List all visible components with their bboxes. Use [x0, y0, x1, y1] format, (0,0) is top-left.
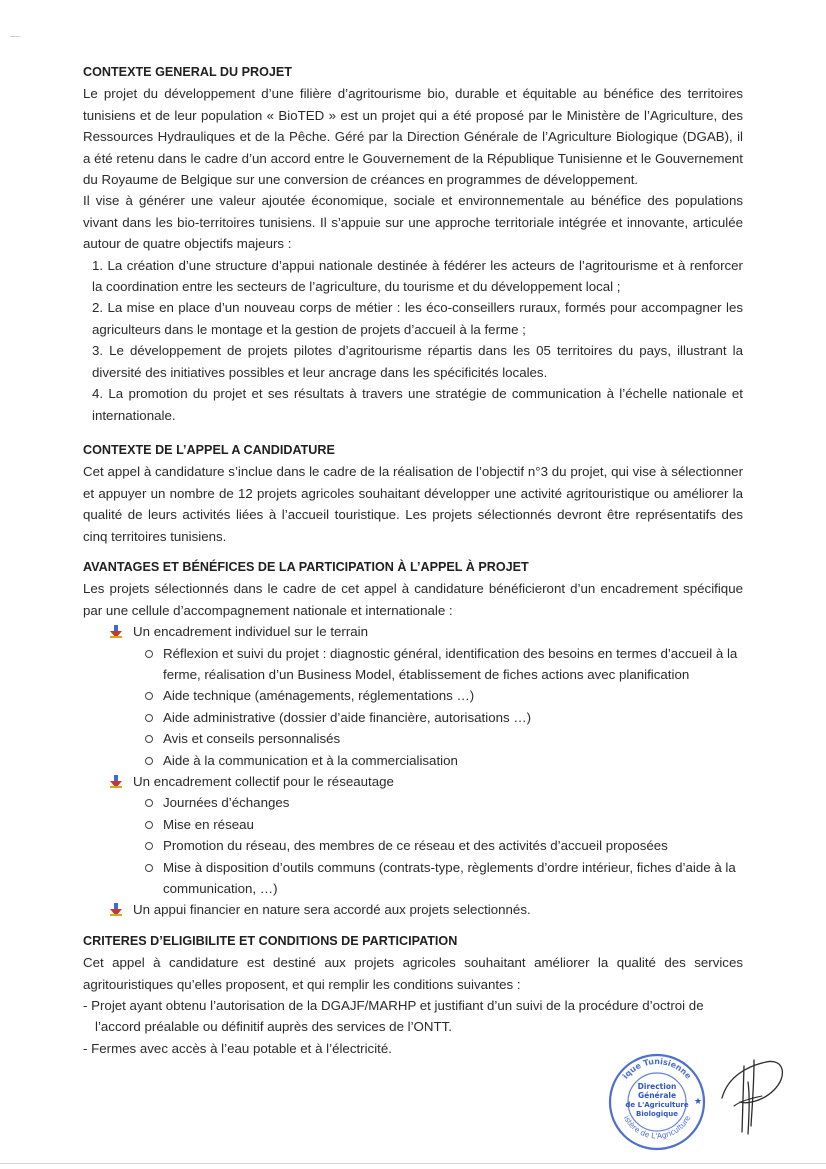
eligibility-condition: - Projet ayant obtenu l’autorisation de la DGAJF/MARHP et justifiant d’un suivi de la procédure d’octroi de l’accord préalable ou définitif auprès des services de l’ONTT. — [83, 998, 704, 1035]
hollow-circle-icon — [145, 692, 153, 700]
sub-item-text: Réflexion et suivi du projet : diagnostic général, identification des besoins en termes d’accueil à la ferme, réalisation d’un Business Model, établissement de fiches actions avec planification — [163, 645, 738, 682]
sub-item — [145, 685, 743, 706]
arrow-down-bullet-icon — [110, 903, 122, 916]
stamp-line: Générale — [637, 1091, 677, 1100]
benefit-individual — [107, 621, 743, 771]
page-bottom-divider — [0, 1163, 826, 1164]
sub-item — [145, 707, 743, 728]
sub-item-text: Promotion du réseau, des membres de ce réseau et des activités d’accueil proposées — [163, 838, 668, 854]
sub-item — [145, 643, 743, 686]
hollow-circle-icon — [145, 799, 153, 807]
sub-item — [145, 814, 743, 835]
sub-item-text: Aide technique (aménagements, réglementations …) — [163, 688, 475, 704]
hollow-circle-icon — [145, 864, 153, 872]
collective-sublist — [133, 792, 743, 899]
scan-mark — [10, 36, 20, 37]
sub-item-text: Aide à la communication et à la commercialisation — [163, 752, 458, 768]
section-heading-benefits: AVANTAGES ET BÉNÉFICES DE LA PARTICIPATION À L’APPEL À PROJET — [83, 559, 529, 574]
objectives-list — [83, 255, 743, 426]
benefit-individual-label: Un encadrement individuel sur le terrain — [133, 624, 369, 640]
objective-item: 1. La création d’une structure d’appui nationale destinée à fédérer les acteurs de l’agritourisme et à renforcer la coordination entre les secteurs de l’agriculture, du tourisme et du développement local ; — [92, 257, 743, 295]
stamp-bottom-text: istère de L'Agriculture — [621, 1114, 693, 1141]
hollow-circle-icon — [145, 650, 153, 658]
section-heading-eligibility: CRITERES D’ELIGIBILITE ET CONDITIONS DE PARTICIPATION — [83, 933, 458, 948]
call-paragraph: Cet appel à candidature s’inclue dans le cadre de la réalisation de l’objectif n°3 du projet, qui vise à sélectionner et appuyer un nombre de 12 projets agricoles souhaitant développer une activité agritouristique ou améliorer la qualité de leurs activités liées à l’accueil touristique. Les projets sélectionnés devront être représentatifs des cinq territoires tunisiens. — [83, 464, 743, 544]
benefit-financial-label: Un appui financier en nature sera accordé aux projets selectionnés. — [133, 902, 531, 918]
section-heading-call: CONTEXTE DE L’APPEL A CANDIDATURE — [83, 442, 335, 457]
hollow-circle-icon — [145, 757, 153, 765]
hollow-circle-icon — [145, 842, 153, 850]
objective-item: 4. La promotion du projet et ses résultats à travers une stratégie de communication à l’échelle nationale et internationale. — [92, 386, 743, 423]
context-paragraph-2: Il vise à générer une valeur ajoutée économique, sociale et environnementale au bénéfice des populations vivant dans les bio-territoires tunisiens. Il s’appuie sur une approche territoriale intégrée et innovante, articulée autour de quatre objectifs majeurs : — [83, 193, 743, 252]
arrow-down-bullet-icon — [110, 775, 122, 788]
eligibility-condition: - Fermes avec accès à l’eau potable et à l’électricité. — [83, 1040, 392, 1056]
stamp-line: Biologique — [636, 1110, 678, 1118]
sub-item — [145, 792, 743, 813]
eligibility-intro: Cet appel à candidature est destiné aux projets agricoles souhaitant améliorer la qualité des services agritouristiques qu’elles proposent, et qui remplir les conditions suivantes : — [83, 955, 743, 992]
benefits-intro: Les projets sélectionnés dans le cadre de cet appel à candidature bénéficieront d’un encadrement spécifique par une cellule d’accompagnement nationale et internationale : — [83, 581, 743, 618]
stamp-line: de L'Agriculture — [625, 1101, 689, 1109]
sub-item — [145, 835, 743, 856]
hollow-circle-icon — [145, 821, 153, 829]
hollow-circle-icon — [145, 735, 153, 743]
stamp-top-text: ique Tunisienne — [620, 1056, 693, 1081]
sub-item-text: Aide administrative (dossier d’aide financière, autorisations …) — [163, 709, 532, 725]
sub-item-text: Journées d’échanges — [163, 795, 290, 811]
individual-sublist — [133, 643, 743, 771]
context-paragraph-1: Le projet du développement d’une filière d’agritourisme bio, durable et équitable au bénéfice des territoires tunisiens et de leur population « BioTED » est un projet qui a été proposé par le Ministère de l’Agriculture, des Ressources Hydrauliques et de la Pêche. Géré par la Direction Générale de l’Agriculture Biologique (DGAB), il a été retenu dans le cadre d’un accord entre le Gouvernement de la République Tunisienne et le Gouvernement du Royaume de Belgique sur une conversion de créances en programmes de développement. — [83, 86, 743, 188]
sub-item — [145, 750, 743, 771]
svg-text:ique Tunisienne — [621, 1057, 693, 1081]
benefit-collective-label: Un encadrement collectif pour le réseautage — [133, 774, 394, 789]
document-body — [83, 62, 743, 1059]
benefit-collective — [107, 771, 743, 899]
official-stamp — [607, 1052, 707, 1152]
arrow-down-bullet-icon — [110, 625, 122, 638]
sub-item-text: Mise en réseau — [163, 816, 254, 832]
stamp-star-icon: ★ — [693, 1097, 703, 1107]
sub-item — [145, 728, 743, 749]
benefits-list — [83, 621, 743, 921]
section-heading-context: CONTEXTE GENERAL DU PROJET — [83, 65, 292, 79]
objective-item: 2. La mise en place d’un nouveau corps de métier : les éco-conseillers ruraux, formés pour accompagner les agriculteurs dans le montage et la gestion de projets d’accueil à la ferme ; — [92, 300, 743, 337]
objective-item: 3. Le développement de projets pilotes d’agritourisme répartis dans les 05 territoires du pays, illustrant la diversité des initiatives possibles et leur ancrage dans les spécificités locales. — [92, 343, 743, 380]
hollow-circle-icon — [145, 714, 153, 722]
stamp-line: Direction — [637, 1082, 677, 1091]
handwritten-signature — [718, 1046, 790, 1136]
sub-item — [145, 857, 743, 900]
sub-item-text: Mise à disposition d’outils communs (contrats-type, règlements d’ordre intérieur, fiches d’aide à la communication, …) — [163, 859, 736, 897]
benefit-financial — [107, 899, 743, 920]
sub-item-text: Avis et conseils personnalisés — [163, 731, 341, 747]
